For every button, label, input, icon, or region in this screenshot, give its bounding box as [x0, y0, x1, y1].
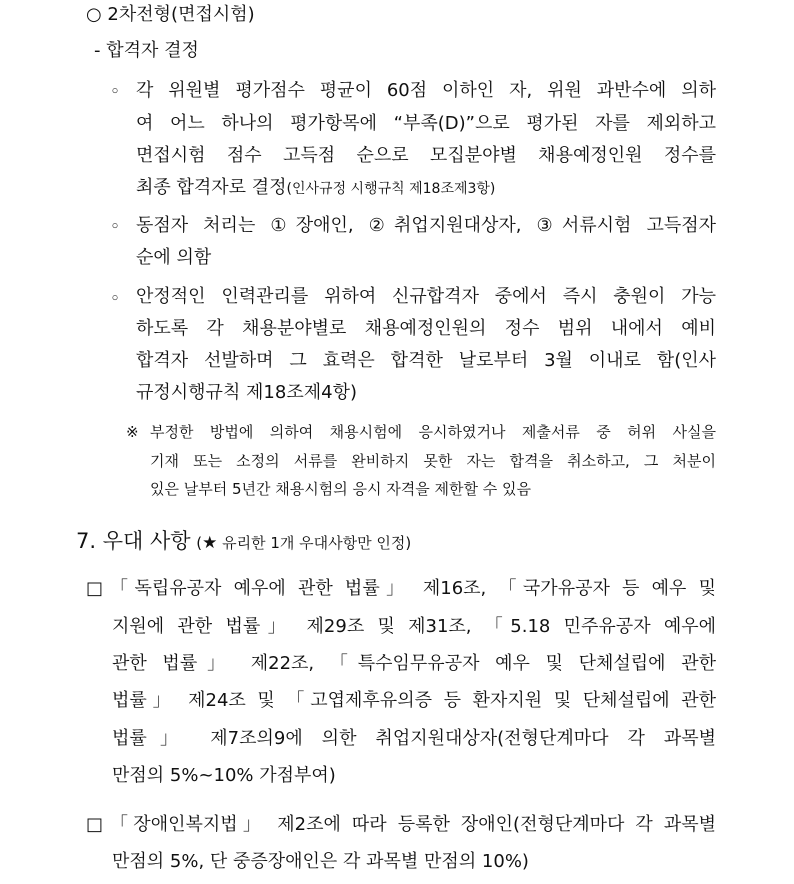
bullet2-line-2: 순에 의함 [136, 247, 212, 268]
item1-line-1: 「독립유공자 예우에 관한 법률」 제16조, 「국가유공자 등 예우 및 [110, 578, 716, 599]
bullet-marker: ◦ [110, 82, 121, 102]
subtitle-pass-decision: - 합격자 결정 [94, 40, 199, 61]
note-line-3: 있은 날부터 5년간 채용시험의 응시 자격을 제한할 수 있음 [150, 480, 531, 498]
bullet-marker: ◦ [110, 217, 121, 237]
bullet1-line-1: 각 위원별 평가점수 평균이 60점 이하인 자, 위원 과반수에 의하 [136, 80, 716, 101]
checkbox-marker: □ [86, 578, 104, 599]
bullet-marker: ◦ [110, 289, 121, 309]
item1-line-3: 관한 법률」 제22조, 「특수임무유공자 예우 및 단체설립에 관한 [112, 653, 716, 674]
bullet1-reference: (인사규정 시행규칙 제18조제3항) [286, 181, 496, 197]
item1-line-6: 만점의 5%~10% 가점부여) [112, 765, 336, 786]
note-line-2: 기재 또는 소정의 서류를 완비하지 못한 자는 합격을 취소하고, 그 처분이 [150, 452, 716, 470]
bullet3-line-2: 하도록 각 채용분야별로 채용예정인원의 정수 범위 내에서 예비 [136, 318, 716, 339]
section-title-stage2: ○ 2차전형(면접시험) [86, 4, 255, 25]
note-mark: ※ [126, 423, 139, 441]
bullet3-line-4: 규정시행규칙 제18조제4항) [136, 382, 357, 403]
bullet1-line-3: 면접시험 점수 고득점 순으로 모집분야별 채용예정인원 정수를 [136, 145, 716, 166]
note-line-1: 부정한 방법에 의하여 채용시험에 응시하였거나 제출서류 중 허위 사실을 [150, 423, 716, 441]
section-heading-preference [76, 530, 411, 554]
bullet3-line-3: 합격자 선발하며 그 효력은 합격한 날로부터 3월 이내로 함(인사 [136, 350, 716, 371]
section-heading-text: 7. 우대 사항 [76, 529, 191, 553]
star-icon: ★ [202, 533, 218, 553]
item1-line-4: 법률」 제24조 및 「고엽제후유의증 등 환자지원 및 단체설립에 관한 [112, 690, 716, 711]
bullet1-line-4 [136, 177, 495, 200]
preference-note: (★ 유리한 1개 우대사항만 인정) [196, 533, 412, 553]
bullet2-line-1: 동점자 처리는 ①장애인, ②취업지원대상자, ③서류시험 고득점자 [136, 215, 716, 236]
bullet3-line-1: 안정적인 인력관리를 위하여 신규합격자 중에서 즉시 충원이 가능 [136, 286, 716, 307]
item1-line-5: 법률」 제7조의9에 의한 취업지원대상자(전형단계마다 각 과목별 [112, 728, 716, 749]
item1-line-2: 지원에 관한 법률」 제29조 및 제31조, 「5.18 민주유공자 예우에 [112, 616, 716, 637]
bullet1-line-2: 여 어느 하나의 평가항목에 “부족(D)”으로 평가된 자를 제외하고 [136, 113, 716, 134]
item2-line-2: 만점의 5%, 단 중증장애인은 각 과목별 만점의 10%) [112, 851, 529, 872]
bullet1-last-text: 최종 합격자로 결정 [136, 177, 287, 198]
item2-line-1: 「장애인복지법」 제2조에 따라 등록한 장애인(전형단계마다 각 과목별 [110, 814, 716, 835]
checkbox-marker: □ [86, 814, 104, 835]
